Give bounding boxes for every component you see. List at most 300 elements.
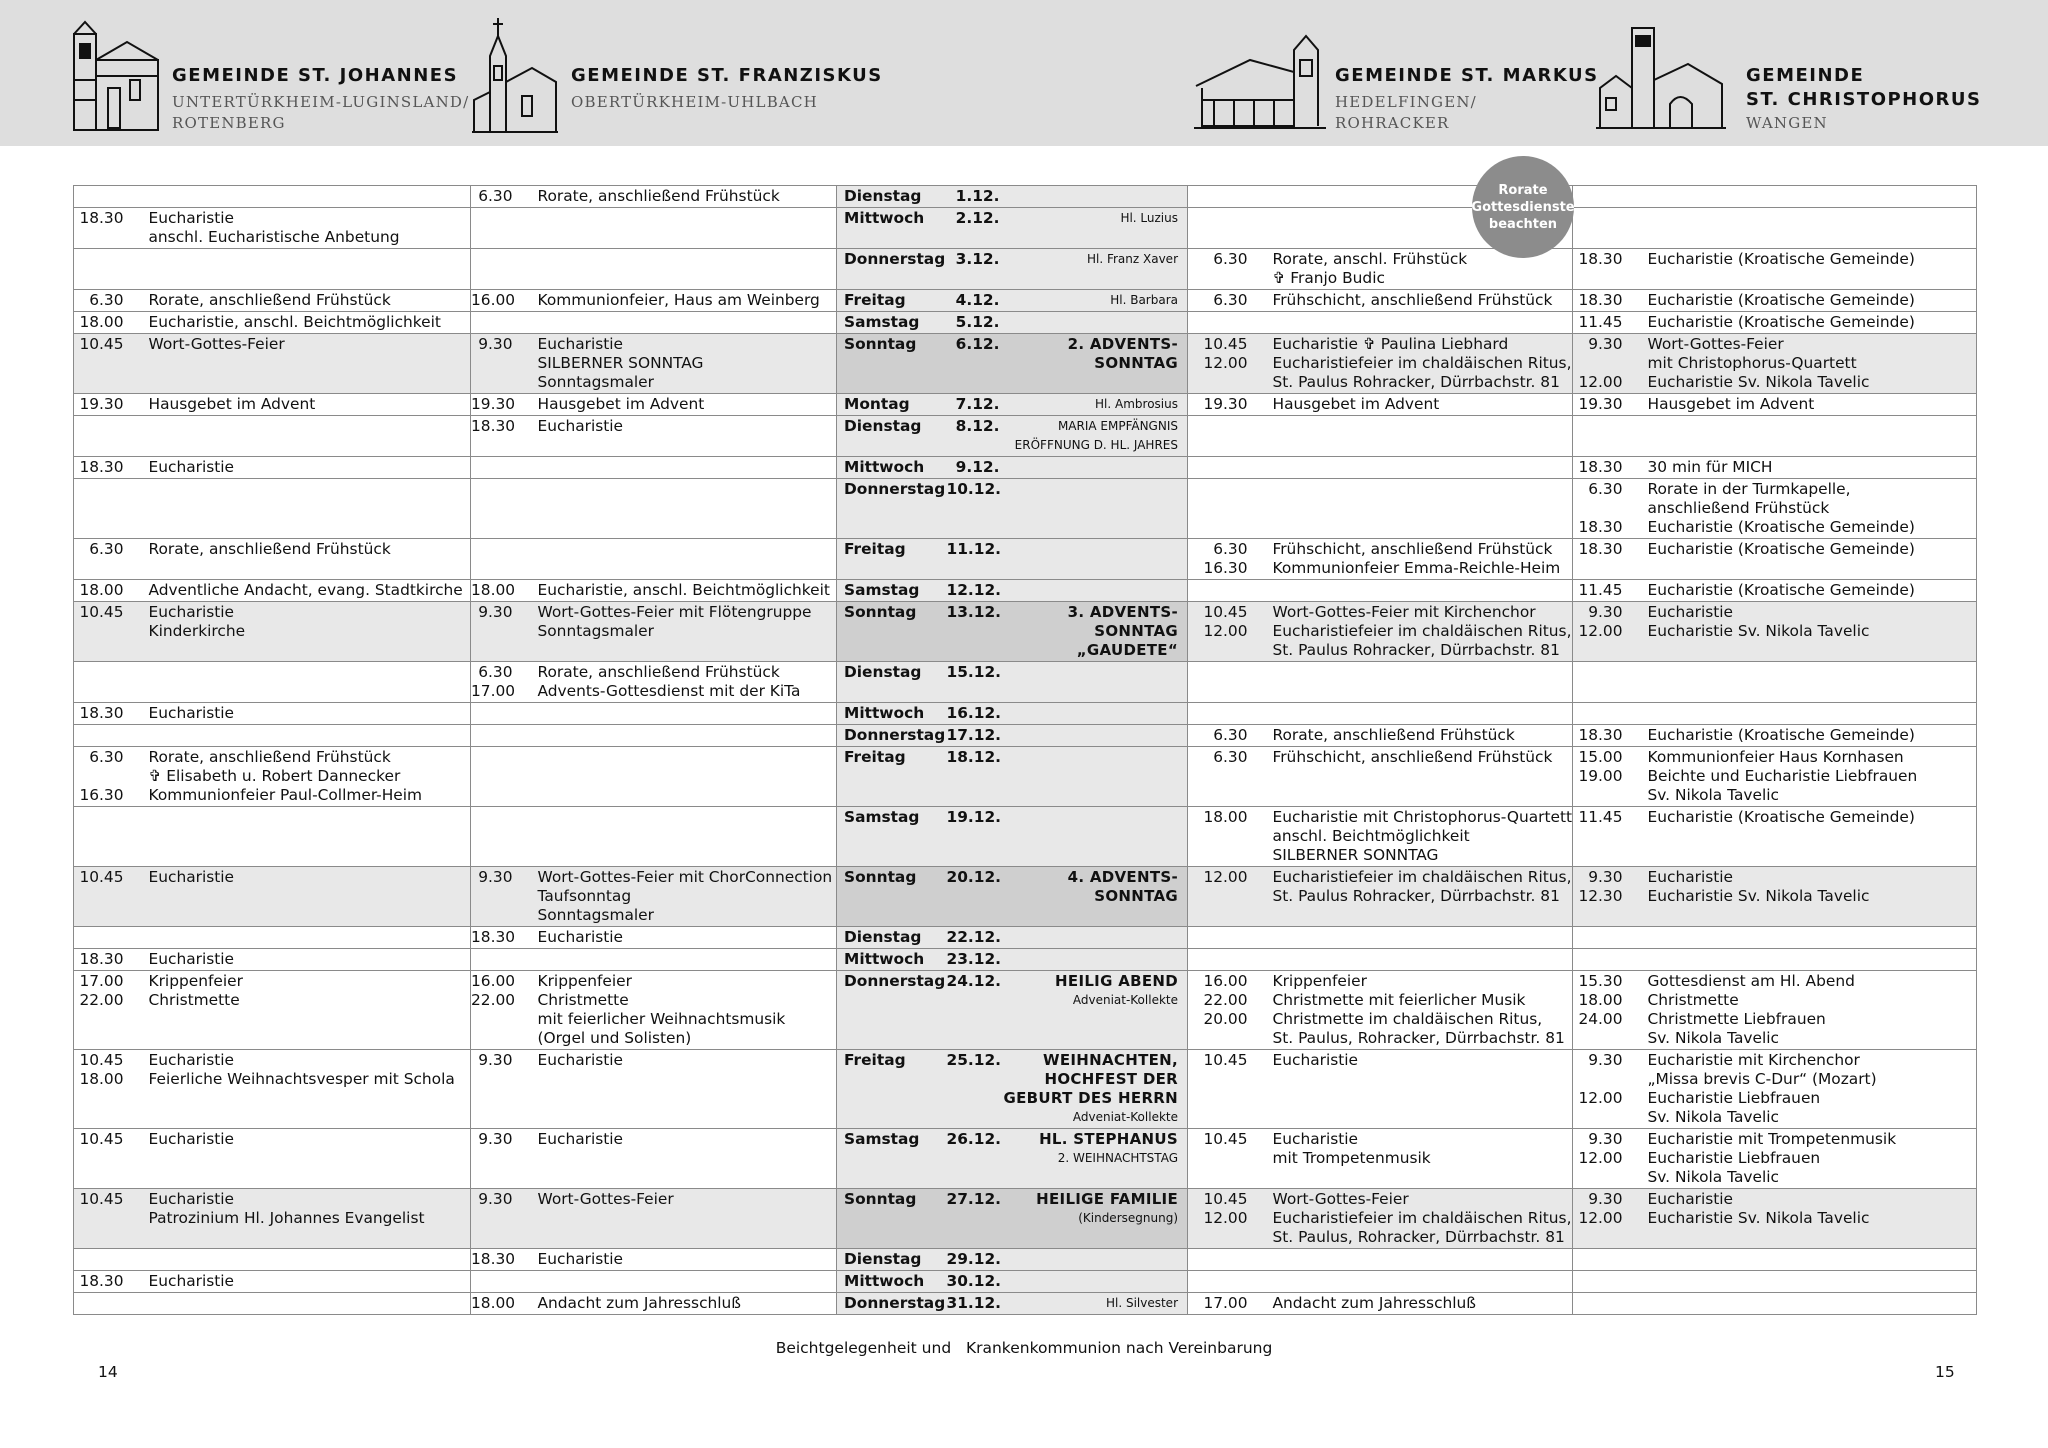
parish-name: GEMEINDE ST. MARKUS (1335, 65, 1599, 86)
rorate-badge (1472, 156, 1574, 258)
johannes-event (138, 747, 471, 807)
schedule-row (74, 703, 1977, 725)
schedule-row (74, 539, 1977, 580)
christophorus-time (1573, 662, 1637, 703)
christophorus-time (1573, 703, 1637, 725)
feast-day-line: Hl. Barbara (1110, 293, 1178, 307)
feast-day (1002, 208, 1188, 249)
service-schedule-table (73, 185, 1977, 1315)
franziskus-event (527, 807, 837, 867)
date: 25.12. (947, 1050, 1002, 1129)
johannes-event-line: Kinderkirche (148, 622, 246, 640)
date: 20.12. (947, 867, 1002, 927)
franziskus-time (471, 416, 527, 457)
franziskus-time-line: 18.30 (471, 417, 516, 435)
weekday: Samstag (837, 807, 947, 867)
franziskus-event-line: Eucharistie (537, 1250, 624, 1268)
franziskus-time-line: 17.00 (471, 682, 516, 700)
johannes-time-line: 16.30 (79, 786, 124, 804)
johannes-event (138, 479, 471, 539)
feast-day-line: (Kindersegnung) (1078, 1211, 1178, 1225)
johannes-time-line: 18.00 (79, 581, 124, 599)
date: 31.12. (947, 1293, 1002, 1315)
johannes-time (74, 747, 138, 807)
schedule-row (74, 747, 1977, 807)
feast-day-line: Adveniat-Kollekte (1072, 993, 1178, 1007)
date: 19.12. (947, 807, 1002, 867)
christophorus-time (1573, 1293, 1637, 1315)
markus-time (1188, 662, 1262, 703)
franziskus-time-line: 18.30 (471, 928, 516, 946)
christophorus-event-line: Eucharistie (1647, 868, 1734, 886)
markus-time (1188, 1050, 1262, 1129)
date: 6.12. (947, 334, 1002, 394)
johannes-event (138, 394, 471, 416)
markus-event (1262, 662, 1573, 703)
weekday: Donnerstag (837, 249, 947, 290)
johannes-event-line: Eucharistie (148, 1272, 235, 1290)
markus-event (1262, 725, 1573, 747)
weekday: Freitag (837, 539, 947, 580)
date: 2.12. (947, 208, 1002, 249)
markus-event-line: St. Paulus Rohracker, Dürrbachstr. 81 (1272, 887, 1560, 905)
franziskus-time (471, 208, 527, 249)
johannes-time-line: 10.45 (79, 603, 124, 621)
markus-time (1188, 602, 1262, 662)
johannes-event-line: Eucharistie (148, 950, 235, 968)
christophorus-time-line: 15.00 (1578, 748, 1623, 766)
christophorus-time-line: 12.00 (1578, 1089, 1623, 1107)
franziskus-time (471, 867, 527, 927)
johannes-event (138, 457, 471, 479)
feast-day (1002, 602, 1188, 662)
christophorus-time (1573, 186, 1637, 208)
franziskus-time-line: 9.30 (478, 1051, 513, 1069)
parish-st-christophorus (1590, 0, 2030, 146)
markus-event (1262, 580, 1573, 602)
christophorus-event-line: Eucharistie mit Trompetenmusik (1647, 1130, 1897, 1148)
johannes-event-line: Wort-Gottes-Feier (148, 335, 285, 353)
christophorus-event (1637, 416, 1977, 457)
weekday: Freitag (837, 747, 947, 807)
markus-time (1188, 949, 1262, 971)
franziskus-time-line: 16.00 (471, 972, 516, 990)
markus-event-line: Hausgebet im Advent (1272, 395, 1440, 413)
feast-day-line: WEIHNACHTEN, (1043, 1051, 1178, 1069)
franziskus-event (527, 416, 837, 457)
johannes-event (138, 807, 471, 867)
markus-event (1262, 807, 1573, 867)
christophorus-time (1573, 290, 1637, 312)
christophorus-event (1637, 457, 1977, 479)
weekday: Mittwoch (837, 457, 947, 479)
christophorus-time (1573, 479, 1637, 539)
johannes-time (74, 1249, 138, 1271)
weekday: Freitag (837, 1050, 947, 1129)
feast-day-line: „GAUDETE“ (1076, 641, 1178, 659)
parish-location: ROTENBERG (172, 114, 286, 132)
feast-day-line: ERÖFFNUNG D. HL. JAHRES (1014, 438, 1178, 452)
christophorus-event-line: Rorate in der Turmkapelle, (1647, 480, 1851, 498)
johannes-event (138, 927, 471, 949)
franziskus-time (471, 539, 527, 580)
schedule-row (74, 290, 1977, 312)
johannes-event-line: Eucharistie (148, 209, 235, 227)
franziskus-event (527, 539, 837, 580)
christophorus-event (1637, 747, 1977, 807)
christophorus-event (1637, 867, 1977, 927)
christophorus-time-line: 11.45 (1578, 313, 1623, 331)
christophorus-event-line: Eucharistie (1647, 1190, 1734, 1208)
markus-time-line: 10.45 (1203, 603, 1248, 621)
christophorus-event (1637, 1293, 1977, 1315)
christophorus-time-line: 9.30 (1588, 1051, 1623, 1069)
christophorus-time-line: 6.30 (1588, 480, 1623, 498)
date: 23.12. (947, 949, 1002, 971)
feast-day (1002, 971, 1188, 1050)
johannes-time (74, 927, 138, 949)
franziskus-time (471, 949, 527, 971)
markus-event (1262, 1249, 1573, 1271)
feast-day-line: HL. STEPHANUS (1039, 1130, 1178, 1148)
schedule-row (74, 1129, 1977, 1189)
christophorus-event-line: Beichte und Eucharistie Liebfrauen (1647, 767, 1918, 785)
markus-event (1262, 416, 1573, 457)
franziskus-event (527, 334, 837, 394)
christophorus-event-line: Eucharistie Liebfrauen (1647, 1089, 1821, 1107)
johannes-time-line: 18.00 (79, 1070, 124, 1088)
feast-day (1002, 662, 1188, 703)
schedule-row (74, 662, 1977, 703)
feast-day (1002, 539, 1188, 580)
christophorus-event (1637, 602, 1977, 662)
franziskus-event-line: Advents-Gottesdienst mit der KiTa (537, 682, 801, 700)
feast-day-line: Hl. Franz Xaver (1086, 252, 1178, 266)
franziskus-event-line: Eucharistie (537, 1130, 624, 1148)
feast-day (1002, 1129, 1188, 1189)
feast-day (1002, 1189, 1188, 1249)
johannes-event-line: Eucharistie (148, 704, 235, 722)
franziskus-event (527, 479, 837, 539)
feast-day-line: 4. ADVENTS- (1067, 868, 1178, 886)
christophorus-time-line: 19.00 (1578, 767, 1623, 785)
parish-name: GEMEINDE ST. JOHANNES (172, 65, 459, 86)
schedule-row (74, 457, 1977, 479)
weekday: Sonntag (837, 1189, 947, 1249)
schedule-row (74, 208, 1977, 249)
christophorus-time-line: 12.00 (1578, 1149, 1623, 1167)
johannes-event-line: Eucharistie (148, 603, 235, 621)
markus-event (1262, 703, 1573, 725)
weekday: Dienstag (837, 662, 947, 703)
markus-time-line: 18.00 (1203, 808, 1248, 826)
christophorus-time-line: 18.30 (1578, 250, 1623, 268)
schedule-row (74, 416, 1977, 457)
franziskus-event (527, 312, 837, 334)
johannes-time-line: 10.45 (79, 1051, 124, 1069)
johannes-time (74, 703, 138, 725)
markus-event-line: mit Trompetenmusik (1272, 1149, 1431, 1167)
christophorus-event (1637, 971, 1977, 1050)
markus-event (1262, 1129, 1573, 1189)
christophorus-event-line: Eucharistie (Kroatische Gemeinde) (1647, 250, 1915, 268)
schedule-row (74, 394, 1977, 416)
feast-day (1002, 747, 1188, 807)
franziskus-time (471, 927, 527, 949)
johannes-time-line: 17.00 (79, 972, 124, 990)
franziskus-time-line: 6.30 (478, 663, 513, 681)
markus-time (1188, 290, 1262, 312)
parish-location: HEDELFINGEN/ (1335, 93, 1477, 111)
feast-day (1002, 703, 1188, 725)
franziskus-event-line: Sonntagsmaler (537, 373, 654, 391)
schedule-row (74, 312, 1977, 334)
johannes-event-line: Krippenfeier (148, 972, 243, 990)
feast-day (1002, 249, 1188, 290)
markus-time (1188, 1249, 1262, 1271)
markus-event-line: Eucharistiefeier im chaldäischen Ritus, (1272, 868, 1572, 886)
franziskus-time (471, 457, 527, 479)
franziskus-event (527, 703, 837, 725)
johannes-time (74, 290, 138, 312)
franziskus-time-line: 18.30 (471, 1250, 516, 1268)
johannes-event-line: Hausgebet im Advent (148, 395, 316, 413)
markus-event-line: Eucharistie mit Christophorus-Quartett (1272, 808, 1573, 826)
franziskus-event-line: mit feierlicher Weihnachtsmusik (537, 1010, 786, 1028)
markus-time (1188, 186, 1262, 208)
markus-event-line: Eucharistie (1272, 1051, 1359, 1069)
christophorus-event-line: Christmette Liebfrauen (1647, 1010, 1826, 1028)
markus-event (1262, 1271, 1573, 1293)
page-number-left: 14 (98, 1363, 118, 1381)
johannes-event (138, 1271, 471, 1293)
markus-event-line: Eucharistie (1272, 1130, 1359, 1148)
date: 16.12. (947, 703, 1002, 725)
franziskus-time (471, 1293, 527, 1315)
markus-time-line: 16.00 (1203, 972, 1248, 990)
johannes-event (138, 208, 471, 249)
schedule-row (74, 1050, 1977, 1129)
christophorus-time-line: 15.30 (1578, 972, 1623, 990)
christophorus-event-line: Eucharistie Sv. Nikola Tavelic (1647, 887, 1870, 905)
date: 17.12. (947, 725, 1002, 747)
markus-event-line: St. Paulus Rohracker, Dürrbachstr. 81 (1272, 373, 1560, 391)
markus-event-line: SILBERNER SONNTAG (1272, 846, 1439, 864)
church-icon (470, 16, 560, 134)
christophorus-time-line (1573, 499, 1623, 518)
christophorus-time-line: 12.00 (1578, 1209, 1623, 1227)
christophorus-time-line: 12.00 (1578, 373, 1623, 391)
franziskus-event-line: Taufsonntag (537, 887, 632, 905)
markus-event (1262, 312, 1573, 334)
franziskus-time-line: 16.00 (471, 291, 516, 309)
johannes-event-line: Rorate, anschließend Frühstück (148, 540, 391, 558)
johannes-event (138, 867, 471, 927)
franziskus-event (527, 747, 837, 807)
johannes-time (74, 457, 138, 479)
johannes-time (74, 662, 138, 703)
date: 10.12. (947, 479, 1002, 539)
markus-event-line: ✞ Franjo Budic (1272, 269, 1385, 287)
feast-day (1002, 1293, 1188, 1315)
markus-time (1188, 208, 1262, 249)
johannes-time (74, 186, 138, 208)
markus-event-line: Andacht zum Jahresschluß (1272, 1294, 1477, 1312)
johannes-time (74, 1050, 138, 1129)
feast-day (1002, 479, 1188, 539)
johannes-event (138, 1050, 471, 1129)
christophorus-event-line: Hausgebet im Advent (1647, 395, 1815, 413)
weekday: Mittwoch (837, 208, 947, 249)
christophorus-time-line (1573, 354, 1623, 373)
date: 30.12. (947, 1271, 1002, 1293)
markus-time (1188, 703, 1262, 725)
christophorus-time (1573, 249, 1637, 290)
feast-day-line: Hl. Luzius (1120, 211, 1178, 225)
johannes-event (138, 249, 471, 290)
markus-time-line: 10.45 (1203, 1051, 1248, 1069)
franziskus-time (471, 971, 527, 1050)
date: 29.12. (947, 1249, 1002, 1271)
christophorus-time-line: 19.30 (1578, 395, 1623, 413)
christophorus-event (1637, 725, 1977, 747)
franziskus-event (527, 249, 837, 290)
weekday: Donnerstag (837, 1293, 947, 1315)
feast-day (1002, 394, 1188, 416)
franziskus-event-line: Andacht zum Jahresschluß (537, 1294, 742, 1312)
weekday: Donnerstag (837, 971, 947, 1050)
page-number-right: 15 (1935, 1363, 1955, 1381)
weekday: Sonntag (837, 334, 947, 394)
feast-day (1002, 290, 1188, 312)
markus-time (1188, 867, 1262, 927)
parish-location: WANGEN (1746, 114, 1828, 132)
christophorus-time (1573, 725, 1637, 747)
johannes-time (74, 479, 138, 539)
markus-time (1188, 1129, 1262, 1189)
markus-time (1188, 807, 1262, 867)
weekday: Freitag (837, 290, 947, 312)
markus-time-line: 10.45 (1203, 1130, 1248, 1148)
franziskus-time-line: 19.30 (471, 395, 516, 413)
markus-event-line: Wort-Gottes-Feier mit Kirchenchor (1272, 603, 1536, 621)
date: 3.12. (947, 249, 1002, 290)
christophorus-time-line: 24.00 (1578, 1010, 1623, 1028)
johannes-time (74, 394, 138, 416)
christophorus-time (1573, 312, 1637, 334)
christophorus-event-line: Eucharistie (Kroatische Gemeinde) (1647, 540, 1915, 558)
feast-day (1002, 580, 1188, 602)
johannes-time-line: 22.00 (79, 991, 124, 1009)
christophorus-time-line (1573, 1070, 1623, 1089)
franziskus-event-line: Wort-Gottes-Feier mit ChorConnection (537, 868, 833, 886)
johannes-time (74, 312, 138, 334)
christophorus-event (1637, 290, 1977, 312)
feast-day (1002, 1050, 1188, 1129)
christophorus-event-line: Sv. Nikola Tavelic (1647, 1108, 1780, 1126)
markus-time (1188, 725, 1262, 747)
johannes-time-line: 10.45 (79, 1130, 124, 1148)
date: 11.12. (947, 539, 1002, 580)
johannes-event (138, 416, 471, 457)
feast-day-line: HOCHFEST DER (1044, 1070, 1178, 1088)
franziskus-event (527, 867, 837, 927)
markus-event-line: St. Paulus Rohracker, Dürrbachstr. 81 (1272, 641, 1560, 659)
franziskus-time-line: 18.00 (471, 1294, 516, 1312)
date: 12.12. (947, 580, 1002, 602)
parish-location: UNTERTÜRKHEIM-LUGINSLAND/ (172, 93, 470, 111)
franziskus-time-line: 9.30 (478, 1130, 513, 1148)
franziskus-event (527, 1189, 837, 1249)
christophorus-time (1573, 1050, 1637, 1129)
johannes-time-line: 18.30 (79, 1272, 124, 1290)
christophorus-event-line: mit Christophorus-Quartett (1647, 354, 1857, 372)
markus-time-line: 10.45 (1203, 335, 1248, 353)
church-icon (1194, 30, 1326, 130)
schedule-row (74, 807, 1977, 867)
markus-event-line: Eucharistiefeier im chaldäischen Ritus, (1272, 1209, 1572, 1227)
franziskus-time (471, 290, 527, 312)
christophorus-time (1573, 602, 1637, 662)
markus-time (1188, 927, 1262, 949)
feast-day (1002, 949, 1188, 971)
franziskus-event (527, 949, 837, 971)
christophorus-event-line: Eucharistie (1647, 603, 1734, 621)
christophorus-event-line: Gottesdienst am Hl. Abend (1647, 972, 1855, 990)
franziskus-event (527, 186, 837, 208)
church-icon (68, 20, 164, 132)
christophorus-event-line: Eucharistie mit Kirchenchor (1647, 1051, 1860, 1069)
parish-name: ST. CHRISTOPHORUS (1746, 89, 1982, 110)
feast-day-line: Adveniat-Kollekte (1072, 1110, 1178, 1124)
markus-event-line: Eucharistie ✞ Paulina Liebhard (1272, 335, 1509, 353)
johannes-event-line: Christmette (148, 991, 240, 1009)
johannes-event (138, 662, 471, 703)
johannes-event (138, 1189, 471, 1249)
weekday: Dienstag (837, 186, 947, 208)
christophorus-event-line: Eucharistie (Kroatische Gemeinde) (1647, 313, 1915, 331)
schedule-row (74, 186, 1977, 208)
franziskus-time (471, 1189, 527, 1249)
franziskus-time (471, 249, 527, 290)
christophorus-time-line: 9.30 (1588, 603, 1623, 621)
christophorus-event-line: Sv. Nikola Tavelic (1647, 786, 1780, 804)
markus-time (1188, 1293, 1262, 1315)
parish-st-markus (1190, 0, 1599, 146)
christophorus-event (1637, 703, 1977, 725)
markus-time (1188, 1189, 1262, 1249)
johannes-event (138, 725, 471, 747)
franziskus-event (527, 290, 837, 312)
franziskus-time (471, 807, 527, 867)
date: 8.12. (947, 416, 1002, 457)
christophorus-time (1573, 1189, 1637, 1249)
markus-event (1262, 747, 1573, 807)
markus-event-line: Krippenfeier (1272, 972, 1367, 990)
christophorus-time (1573, 867, 1637, 927)
johannes-time-line: 6.30 (89, 540, 124, 558)
parish-name: GEMEINDE (1746, 65, 1865, 86)
markus-event (1262, 479, 1573, 539)
franziskus-time (471, 312, 527, 334)
markus-event-line: anschl. Beichtmöglichkeit (1272, 827, 1470, 845)
christophorus-time (1573, 971, 1637, 1050)
markus-time (1188, 1271, 1262, 1293)
markus-event (1262, 539, 1573, 580)
johannes-event (138, 971, 471, 1050)
markus-time (1188, 971, 1262, 1050)
johannes-event-line: Feierliche Weihnachtsvesper mit Schola (148, 1070, 455, 1088)
